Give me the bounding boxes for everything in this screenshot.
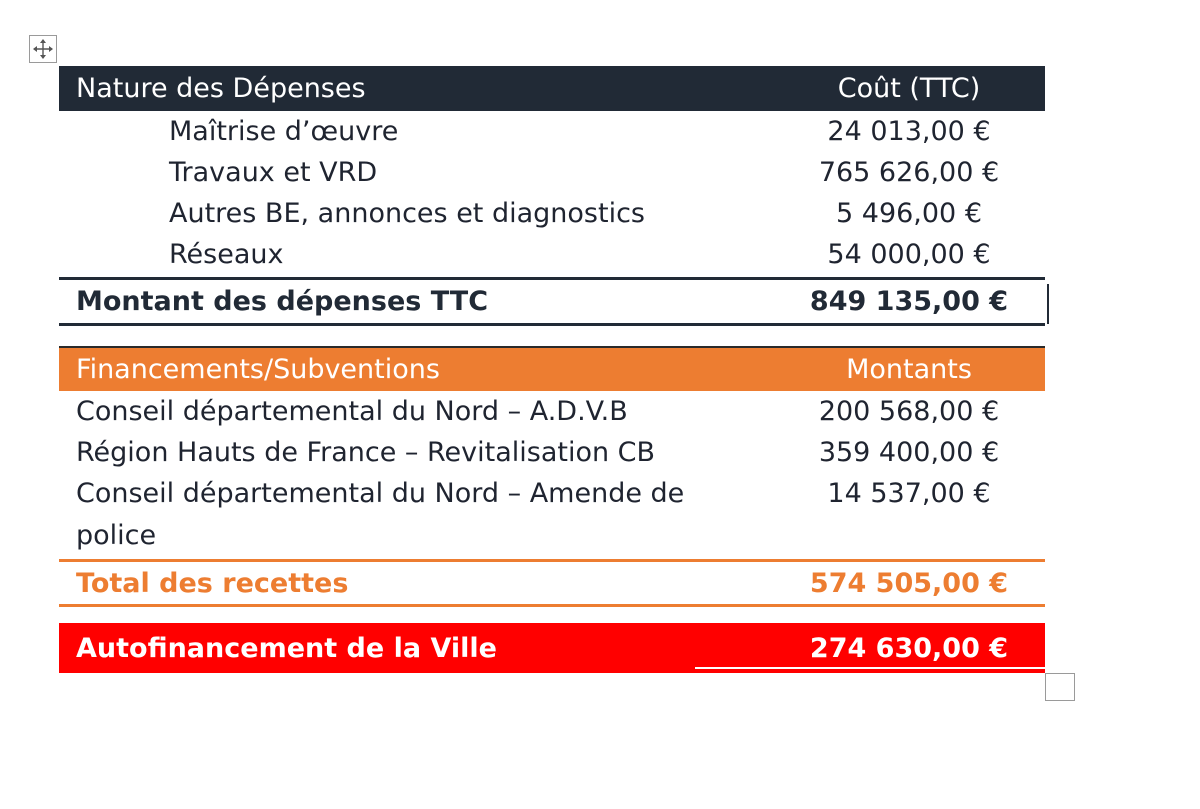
expenses-total-amount: 849 135,00 €: [809, 286, 1009, 317]
expense-label: Maîtrise d’œuvre: [169, 116, 399, 147]
expenses-header-label: Nature des Dépenses: [76, 73, 366, 104]
funding-amount: 200 568,00 €: [818, 396, 1000, 427]
funding-header-row: [59, 346, 1045, 391]
expense-label: Réseaux: [169, 239, 284, 270]
funding-row: [59, 391, 1045, 432]
funding-total-row: [59, 559, 1045, 607]
expenses-header-row: [59, 66, 1045, 111]
expenses-header-amount: Coût (TTC): [837, 73, 981, 104]
expense-amount: 765 626,00 €: [818, 157, 1000, 188]
table-move-handle-icon[interactable]: [29, 35, 57, 63]
expense-row: [59, 234, 1045, 275]
expense-row: [59, 152, 1045, 193]
expense-amount: 24 013,00 €: [827, 116, 991, 147]
four-arrows-move-icon: [32, 38, 54, 60]
funding-label: Conseil départemental du Nord – Amende de police: [76, 478, 685, 551]
funding-header-label: Financements/Subventions: [76, 354, 440, 385]
funding-total-amount: 574 505,00 €: [809, 567, 1009, 599]
self-funding-row: [59, 623, 1045, 673]
funding-label: Conseil départemental du Nord – A.D.V.B: [76, 396, 628, 427]
expense-amount: 5 496,00 €: [836, 198, 982, 229]
expense-label: Travaux et VRD: [169, 157, 378, 188]
expenses-total-row: [59, 277, 1045, 326]
self-funding-amount: 274 630,00 €: [809, 632, 1009, 664]
funding-amount: 14 537,00 €: [827, 478, 991, 509]
expense-label: Autres BE, annonces et diagnostics: [169, 198, 645, 229]
funding-row: [59, 473, 1045, 557]
expense-amount: 54 000,00 €: [827, 239, 991, 270]
funding-label: Région Hauts de France – Revitalisation CB: [76, 437, 656, 468]
amount-underline: [695, 667, 1045, 669]
funding-header-amount: Montants: [846, 354, 972, 385]
funding-row: [59, 432, 1045, 473]
self-funding-label: Autofinancement de la Ville: [76, 632, 497, 664]
funding-total-label: Total des recettes: [76, 567, 349, 599]
expense-row: [59, 111, 1045, 152]
text-cursor: [1047, 284, 1049, 324]
table-resize-handle-icon[interactable]: [1045, 673, 1075, 701]
expense-row: [59, 193, 1045, 234]
expenses-total-label: Montant des dépenses TTC: [76, 286, 489, 317]
budget-table: [59, 66, 1045, 673]
funding-amount: 359 400,00 €: [818, 437, 1000, 468]
